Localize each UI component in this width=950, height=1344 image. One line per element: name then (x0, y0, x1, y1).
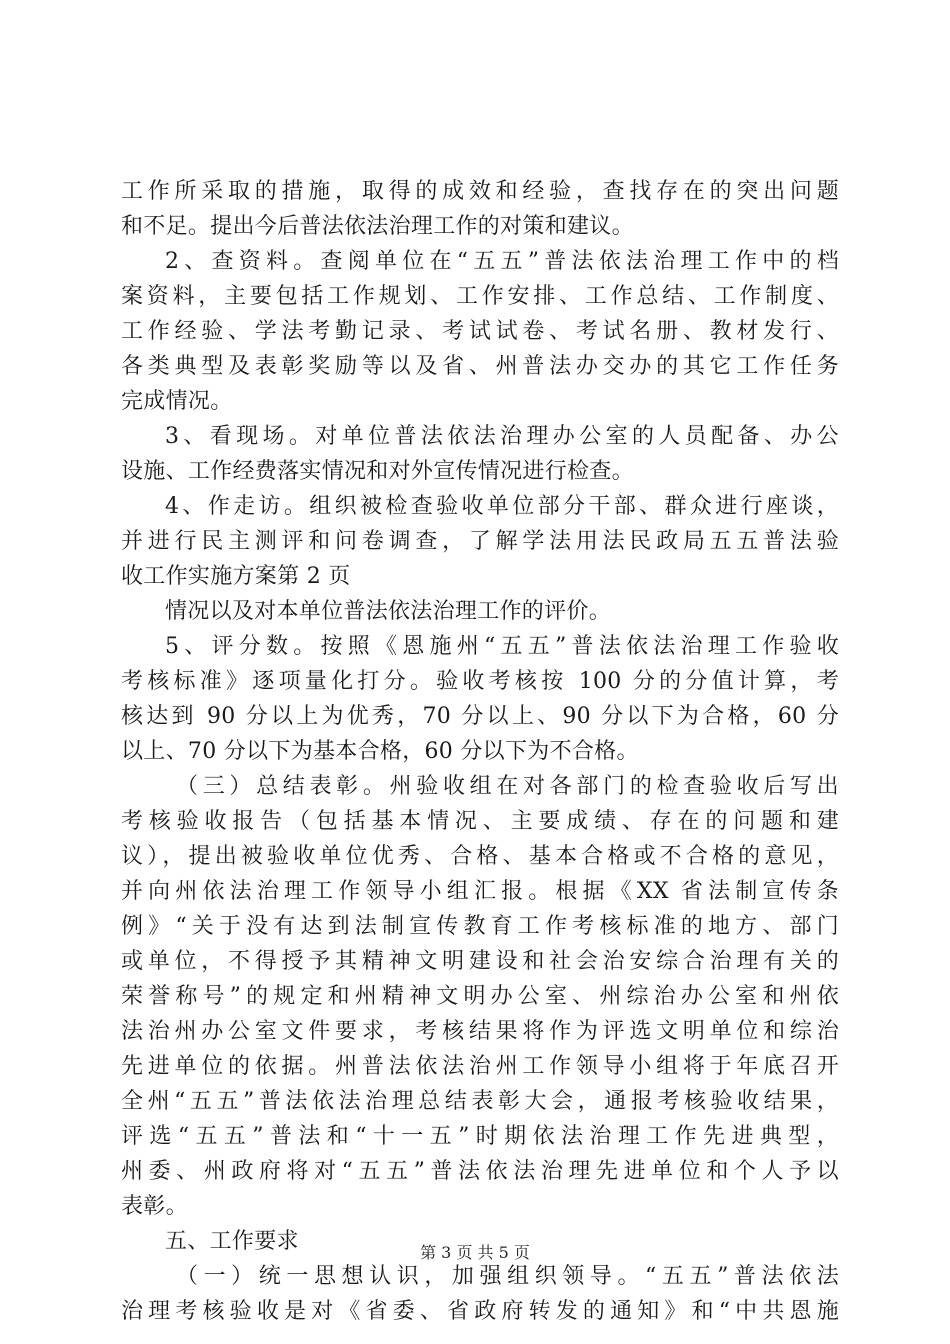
text-line: 州委、州政府将对“五五”普法依法治理先进单位和个人予以 (121, 1159, 839, 1184)
text-line: 或单位，不得授予其精神文明建设和社会治安综合治理有关的 (121, 949, 839, 974)
text-line: 并进行民主测评和问卷调查，了解学法用法民政局五五普法验 (121, 529, 839, 554)
text-line: 完成情况。 (121, 389, 233, 414)
text-line: 工作经验、学法考勤记录、考试试卷、考试名册、教材发行、 (121, 319, 839, 344)
text-line: 5、评分数。按照《恩施州“五五”普法依法治理工作验收 (165, 634, 839, 659)
text-line: 先进单位的依据。州普法依法治州工作领导小组将于年底召开 (121, 1054, 839, 1079)
text-line: 情况以及对本单位普法依法治理工作的评价。 (165, 599, 612, 624)
text-line: 3、看现场。对单位普法依法治理办公室的人员配备、办公 (165, 424, 839, 449)
text-line: 荣誉称号”的规定和州精神文明办公室、州综治办公室和州依 (121, 984, 839, 1009)
document-body (121, 174, 839, 1329)
text-line: （三）总结表彰。州验收组在对各部门的检查验收后写出 (176, 774, 839, 799)
text-line: 以上、70 分以下为基本合格，60 分以下为不合格。 (121, 739, 639, 764)
text-line: 核达到 90 分以上为优秀，70 分以上、90 分以下为合格，60 分 (121, 704, 839, 729)
text-line: 各类典型及表彰奖励等以及省、州普法办交办的其它工作任务 (121, 354, 839, 379)
text-line: 收工作实施方案第 2 页 (121, 564, 351, 589)
text-line: 表彰。 (121, 1194, 188, 1219)
text-line: 五、工作要求 (165, 1229, 299, 1254)
text-line: 议），提出被验收单位优秀、合格、基本合格或不合格的意见， (121, 844, 839, 869)
text-line: 设施、工作经费落实情况和对外宣传情况进行检查。 (121, 459, 634, 484)
text-line: 并向州依法治理工作领导小组汇报。根据《XX 省法制宣传条 (121, 879, 839, 904)
text-line: 和不足。提出今后普法依法治理工作的对策和建议。 (121, 214, 634, 239)
text-line: 案资料，主要包括工作规划、工作安排、工作总结、工作制度、 (121, 284, 839, 309)
text-line: 法治州办公室文件要求，考核结果将作为评选文明单位和综治 (121, 1019, 839, 1044)
page-footer: 第 3 页 共 5 页 (420, 1243, 530, 1262)
text-line: 2、查资料。查阅单位在“五五”普法依法治理工作中的档 (165, 249, 839, 274)
text-line: 治理考核验收是对《省委、省政府转发的通知》和“中共恩施 (121, 1299, 839, 1324)
text-line: 全州“五五”普法依法治理总结表彰大会，通报考核验收结果， (121, 1089, 839, 1114)
text-line: 考核验收报告（包括基本情况、主要成绩、存在的问题和建 (121, 809, 839, 834)
text-line: 工作所采取的措施，取得的成效和经验，查找存在的突出问题 (121, 179, 839, 204)
text-line: （一）统一思想认识，加强组织领导。“五五”普法依法 (176, 1264, 839, 1289)
text-line: 4、作走访。组织被检查验收单位部分干部、群众进行座谈， (165, 494, 839, 519)
text-line: 考核标准》逐项量化打分。验收考核按 100 分的分值计算，考 (121, 669, 839, 694)
text-line: 评选“五五”普法和“十一五”时期依法治理工作先进典型， (121, 1124, 839, 1149)
text-line: 例》“关于没有达到法制宣传教育工作考核标准的地方、部门 (121, 914, 839, 939)
